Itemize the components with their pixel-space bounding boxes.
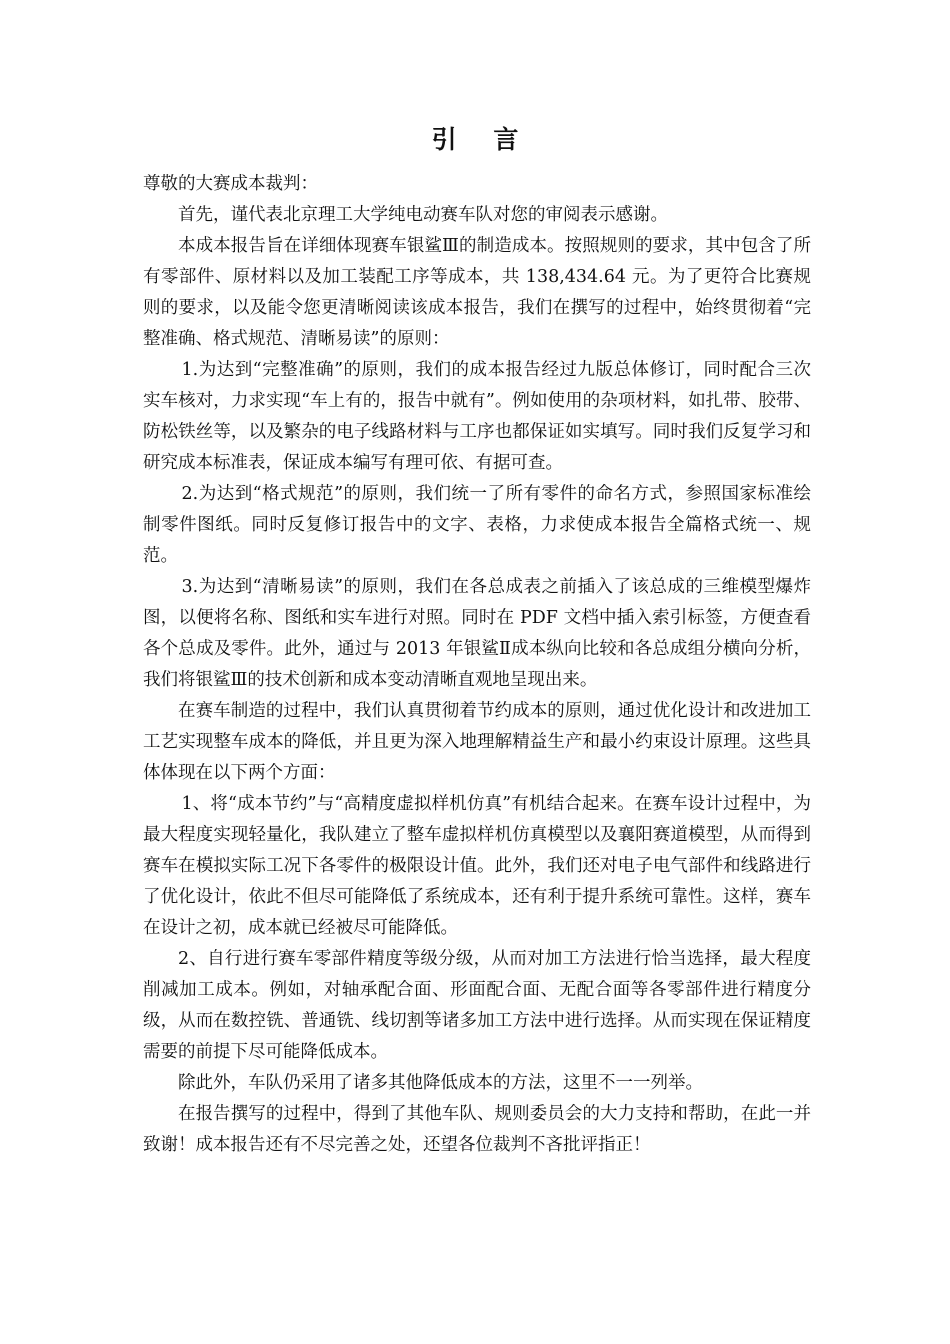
- paragraph-acknowledgement: 在报告撰写的过程中，得到了其他车队、规则委员会的大力支持和帮助，在此一并致谢！成本报告还有不尽完善之处，还望各位裁判不吝批评指正！: [143, 1104, 811, 1155]
- paragraph-other-methods: 除此外，车队仍采用了诸多其他降低成本的方法，这里不一一列举。: [178, 1073, 703, 1093]
- paragraph-principle-readable: 3.为达到“清晰易读”的原则，我们在各总成表之前插入了该总成的三维模型爆炸图，以便将名称、图纸和实车进行对照。同时在 PDF 文档中插入索引标签，方便查看各个总成及零件。此外，通过与 2013 年银鲨Ⅱ成本纵向比较和各总成组分横向分析，我们将银鲨Ⅲ的技术创新和成本变动清晰直观地呈现出来。: [143, 577, 811, 690]
- paragraph-principle-complete: 1.为达到“完整准确”的原则，我们的成本报告经过九版总体修订，同时配合三次实车核对，力求实现“车上有的，报告中就有”。例如使用的杂项材料，如扎带、胶带、防松铁丝等，以及繁杂的电子线路材料与工序也都保证如实填写。同时我们反复学习和研究成本标准表，保证成本编写有理可依、有据可查。: [143, 360, 811, 473]
- paragraph-principle-format: 2.为达到“格式规范”的原则，我们统一了所有零件的命名方式，参照国家标准绘制零件图纸。同时反复修订报告中的文字、表格，力求使成本报告全篇格式统一、规范。: [143, 484, 811, 566]
- paragraph-thanks: 首先，谨代表北京理工大学纯电动赛车队对您的审阅表示感谢。: [178, 205, 668, 225]
- paragraph-method-simulation: 1、将“成本节约”与“高精度虚拟样机仿真”有机结合起来。在赛车设计过程中，为最大程度实现轻量化，我队建立了整车虚拟样机仿真模型以及襄阳赛道模型，从而得到赛车在模拟实际工况下各零件的极限设计值。此外，我们还对电子电气部件和线路进行了优化设计，依此不但尽可能降低了系统成本，还有利于提升系统可靠性。这样，赛车在设计之初，成本就已经被尽可能降低。: [143, 794, 811, 938]
- paragraph-cost-saving: 在赛车制造的过程中，我们认真贯彻着节约成本的原则，通过优化设计和改进加工工艺实现整车成本的降低，并且更为深入地理解精益生产和最小约束设计原理。这些具体体现在以下两个方面：: [143, 701, 811, 783]
- paragraph-method-precision: 2、自行进行赛车零部件精度等级分级，从而对加工方法进行恰当选择，最大程度削减加工成本。例如，对轴承配合面、形面配合面、无配合面等各零部件进行精度分级，从而在数控铣、普通铣、线切割等诸多加工方法中进行选择。从而实现在保证精度需要的前提下尽可能降低成本。: [143, 949, 811, 1062]
- paragraph-report-purpose: 本成本报告旨在详细体现赛车银鲨Ⅲ的制造成本。按照规则的要求，其中包含了所有零部件、原材料以及加工装配工序等成本，共 138,434.64 元。为了更符合比赛规则的要求，以及能令您更清晰阅读该成本报告，我们在撰写的过程中，始终贯彻着“完整准确、格式规范、清晰易读”的原则：: [143, 236, 811, 349]
- salutation: 尊敬的大赛成本裁判：: [143, 174, 318, 194]
- page-title: 引 言: [431, 125, 533, 154]
- document-body: [143, 169, 811, 1161]
